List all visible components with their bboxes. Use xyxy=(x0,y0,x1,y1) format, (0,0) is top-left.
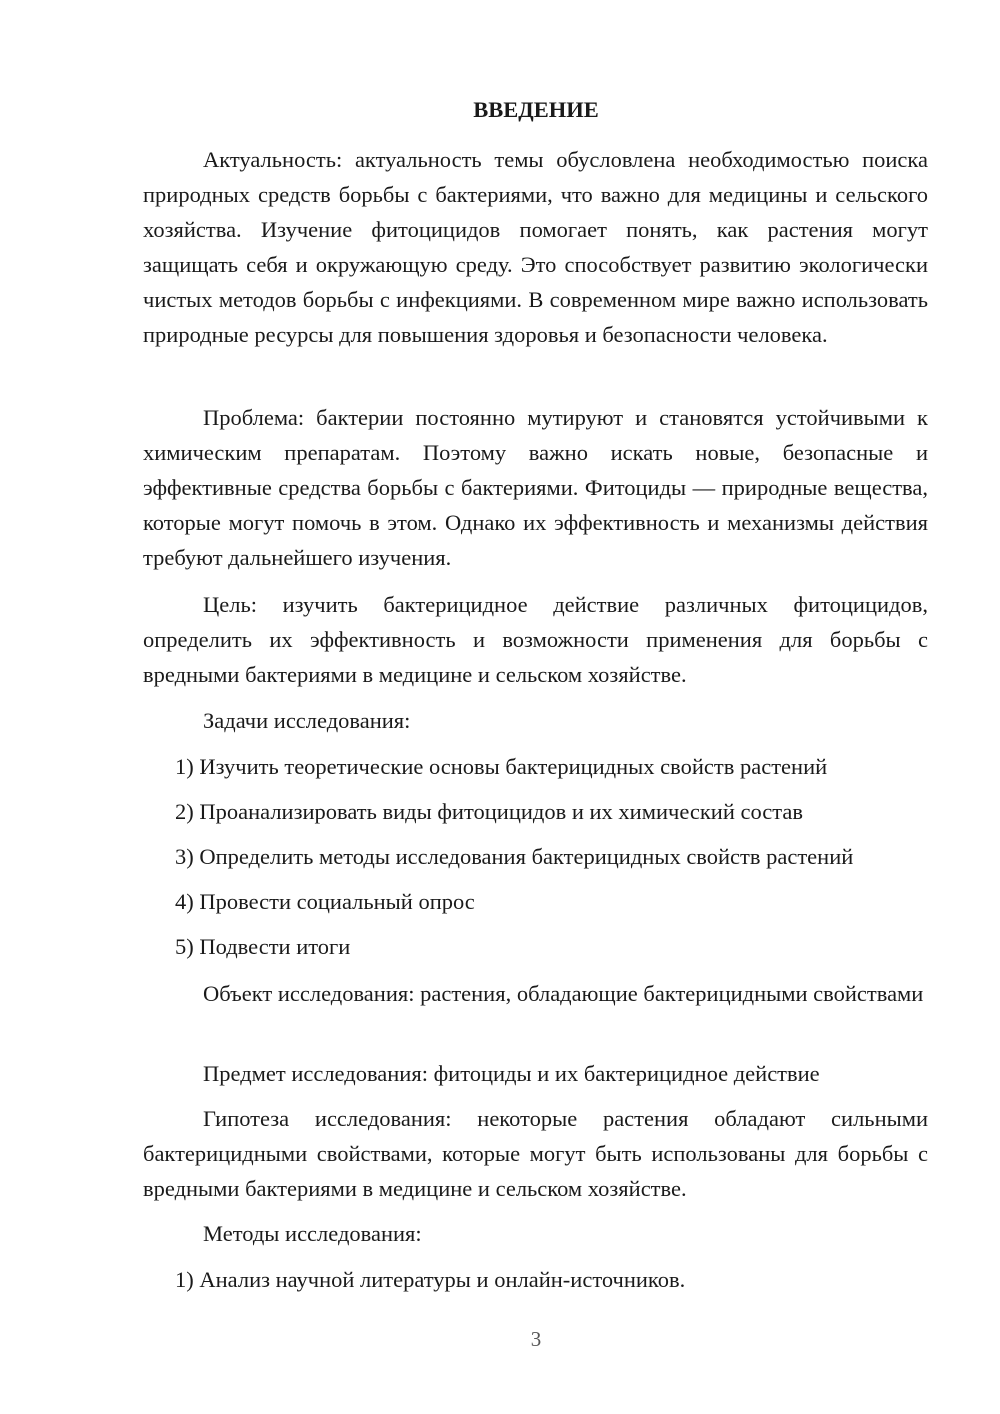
task-item-1: 1) Изучить теоретические основы бактерицидных свойств растений xyxy=(175,754,828,779)
tasks-label: Задачи исследования: xyxy=(203,708,411,733)
method-item-1: 1) Анализ научной литературы и онлайн-источников. xyxy=(175,1267,686,1292)
page-number: 3 xyxy=(530,1327,542,1351)
object-paragraph: Объект исследования: растения, обладающие бактерицидными свойствами xyxy=(203,981,924,1006)
subject-paragraph: Предмет исследования: фитоциды и их бактерицидное действие xyxy=(203,1061,820,1086)
task-item-3: 3) Определить методы исследования бактерицидных свойств растений xyxy=(175,844,854,869)
section-heading: ВВЕДЕНИЕ xyxy=(473,97,599,122)
goal-paragraph: Цель: изучить бактерицидное действие различных фитоцицидов, определить их эффективность и возможности применения для борьбы с вредными бактериями в медицине и сельском хозяйстве. xyxy=(143,592,928,687)
task-item-5: 5) Подвести итоги xyxy=(175,934,351,959)
task-item-4: 4) Провести социальный опрос xyxy=(175,889,475,914)
relevance-paragraph: Актуальность: актуальность темы обусловлена необходимостью поиска природных средств борьбы с бактериями, что важно для медицины и сельского хозяйства. Изучение фитоцицидов помогает понять, как растения могут защищать себя и окружающую среду. Это способствует развитию экологически чистых методов борьбы с инфекциями. В современном мире важно использовать природные ресурсы для повышения здоровья и безопасности человека. xyxy=(143,147,928,347)
hypothesis-paragraph: Гипотеза исследования: некоторые растения обладают сильными бактерицидными свойствами, которые могут быть использованы для борьбы с вредными бактериями в медицине и сельском хозяйстве. xyxy=(143,1106,928,1201)
task-item-2: 2) Проанализировать виды фитоцицидов и их химический состав xyxy=(175,799,803,824)
problem-paragraph: Проблема: бактерии постоянно мутируют и становятся устойчивыми к химическим препаратам. Поэтому важно искать новые, безопасные и эффективные средства борьбы с бактериями. Фитоциды — природные вещества, которые могут помочь в этом. Однако их эффективность и механизмы действия требуют дальнейшего изучения. xyxy=(143,405,928,570)
methods-label: Методы исследования: xyxy=(203,1221,422,1246)
